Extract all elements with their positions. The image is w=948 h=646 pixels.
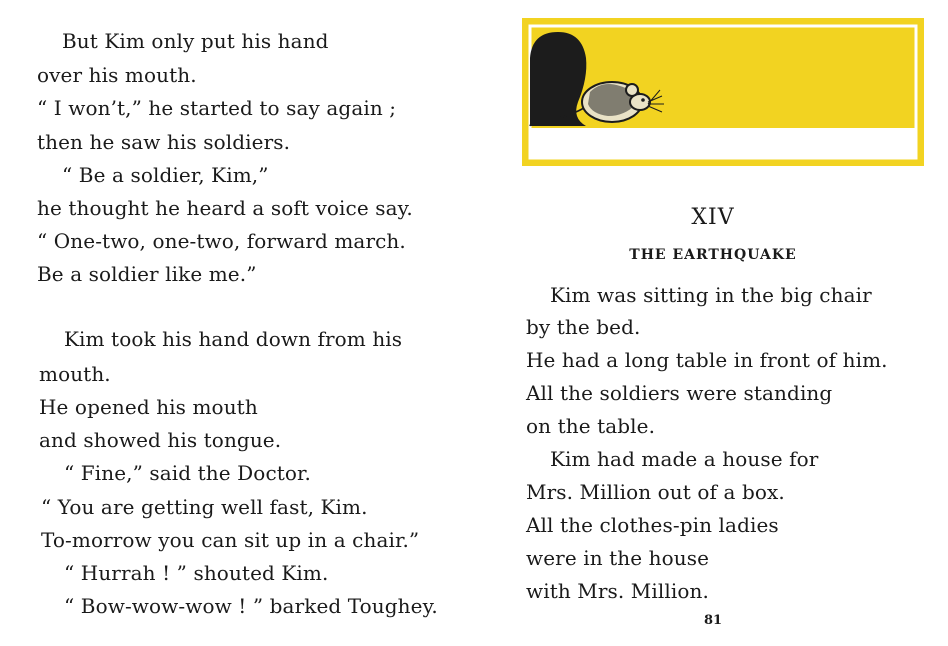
text-line: “ Hurrah ! ” shouted Kim. — [64, 561, 329, 585]
mouse-illustration — [522, 18, 924, 166]
text-line: he thought he heard a soft voice say. — [37, 196, 413, 220]
left-page — [0, 0, 470, 646]
text-line: “ One-two, one-two, forward march. — [37, 229, 406, 253]
chapter-title: THE EARTHQUAKE — [629, 247, 797, 263]
text-line: To-morrow you can sit up in a chair.” — [41, 528, 420, 552]
text-line: “ Bow-wow-wow ! ” barked Toughey. — [64, 594, 438, 618]
text-line: Mrs. Million out of a box. — [526, 480, 785, 504]
text-line: Kim took his hand down from his — [64, 327, 403, 351]
text-line: then he saw his soldiers. — [37, 130, 291, 154]
text-line: He had a long table in front of him. — [526, 348, 888, 372]
text-line: with Mrs. Million. — [526, 579, 709, 603]
text-line: and showed his tongue. — [39, 428, 282, 452]
chapter-number: XIV — [691, 205, 735, 230]
text-line: But Kim only put his hand — [62, 29, 329, 53]
text-line: over his mouth. — [37, 63, 197, 87]
page-number: 81 — [703, 613, 723, 628]
text-line: Kim was sitting in the big chair — [550, 283, 872, 307]
text-line: “ I won’t,” he started to say again ; — [37, 96, 397, 120]
illustration-paper-strip — [530, 128, 916, 158]
text-line: by the bed. — [526, 315, 641, 339]
text-line: All the soldiers were standing — [526, 381, 833, 405]
text-line: Be a soldier like me.” — [37, 262, 257, 286]
text-line: Kim had made a house for — [550, 447, 819, 471]
text-line: All the clothes-pin ladies — [526, 513, 779, 537]
text-line: “ You are getting well fast, Kim. — [41, 495, 368, 519]
text-line: were in the house — [526, 546, 710, 570]
text-line: “ Fine,” said the Doctor. — [64, 461, 311, 485]
text-line: “ Be a soldier, Kim,” — [62, 163, 269, 187]
right-page — [478, 0, 948, 646]
text-line: on the table. — [526, 414, 656, 438]
text-line: mouth. — [39, 362, 111, 386]
text-line: He opened his mouth — [39, 395, 258, 419]
